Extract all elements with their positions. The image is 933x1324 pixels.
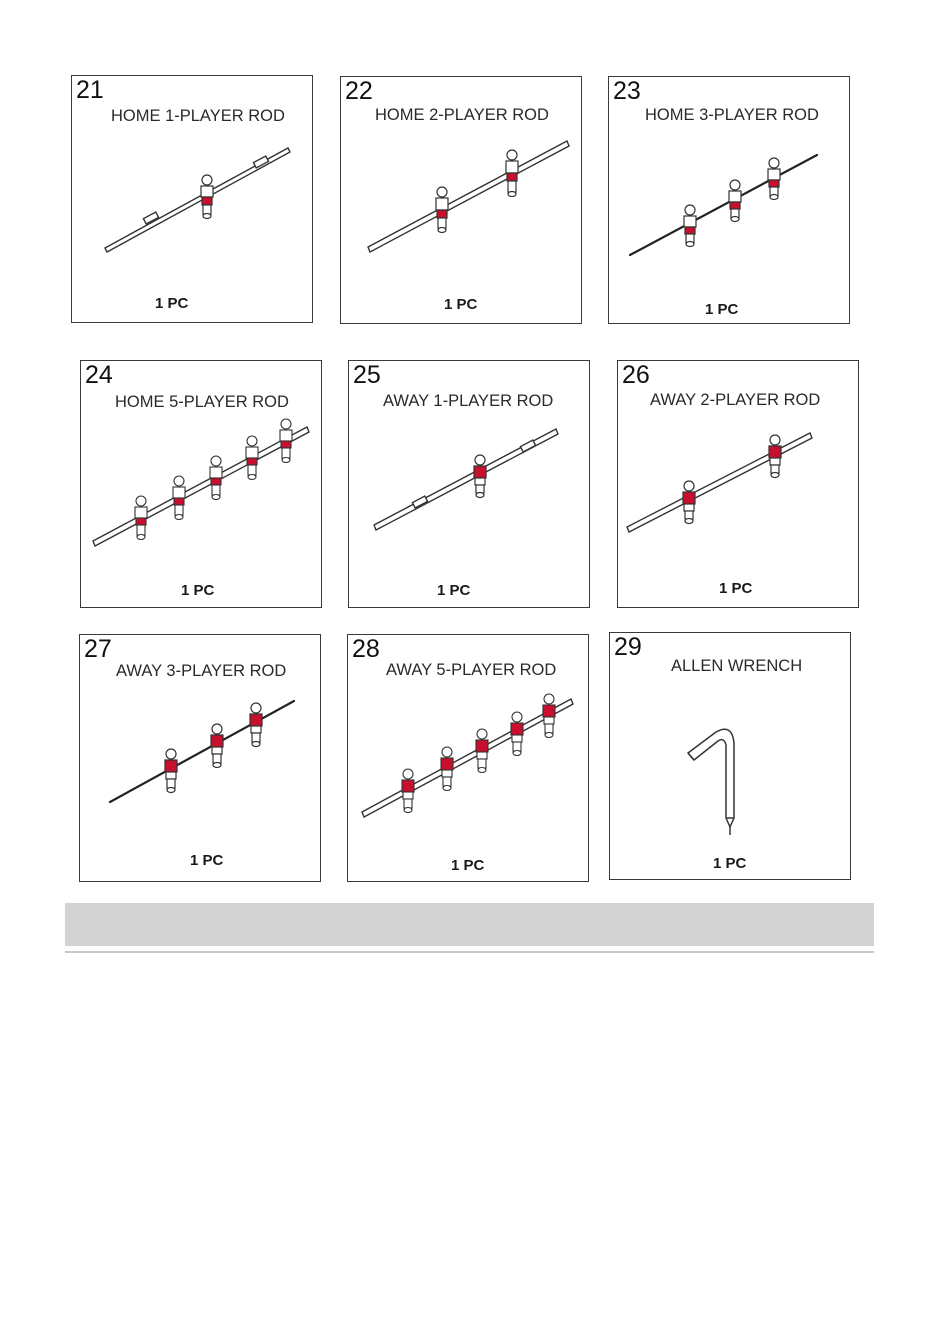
part-number: 27 [84,635,112,663]
part-quantity: 1 PC [181,582,215,599]
part-quantity: 1 PC [451,857,485,874]
part-25-away-1-player-rod [348,360,590,608]
part-quantity: 1 PC [719,580,753,597]
part-quantity: 1 PC [444,296,478,313]
part-quantity: 1 PC [437,582,471,599]
part-name: ALLEN WRENCH [671,657,803,675]
part-number: 25 [353,361,381,389]
part-quantity: 1 PC [705,301,739,318]
part-27-away-3-player-rod [79,634,321,882]
part-21-home-1-player-rod [71,75,313,323]
part-number: 23 [613,77,641,105]
part-number: 22 [345,77,373,105]
part-number: 24 [85,361,113,389]
part-number: 29 [614,633,642,661]
part-name: HOME 1-PLAYER ROD [111,107,285,125]
part-quantity: 1 PC [155,295,189,312]
divider-rule [65,951,874,953]
part-name: AWAY 5-PLAYER ROD [386,661,557,679]
part-28-away-5-player-rod [347,634,589,882]
part-29-allen-wrench [609,632,851,880]
part-name: AWAY 3-PLAYER ROD [116,662,287,680]
part-name: AWAY 1-PLAYER ROD [383,392,554,410]
part-22-home-2-player-rod [340,76,582,324]
part-number: 26 [622,361,650,389]
part-26-away-2-player-rod [617,360,859,608]
part-name: HOME 5-PLAYER ROD [115,393,289,411]
part-number: 28 [352,635,380,663]
part-name: HOME 3-PLAYER ROD [645,106,819,124]
part-name: AWAY 2-PLAYER ROD [650,391,821,409]
part-quantity: 1 PC [190,852,224,869]
part-24-home-5-player-rod [80,360,322,608]
part-number: 21 [76,76,104,104]
section-divider-bar [65,903,874,946]
part-name: HOME 2-PLAYER ROD [375,106,549,124]
part-quantity: 1 PC [713,855,747,872]
part-23-home-3-player-rod [608,76,850,324]
